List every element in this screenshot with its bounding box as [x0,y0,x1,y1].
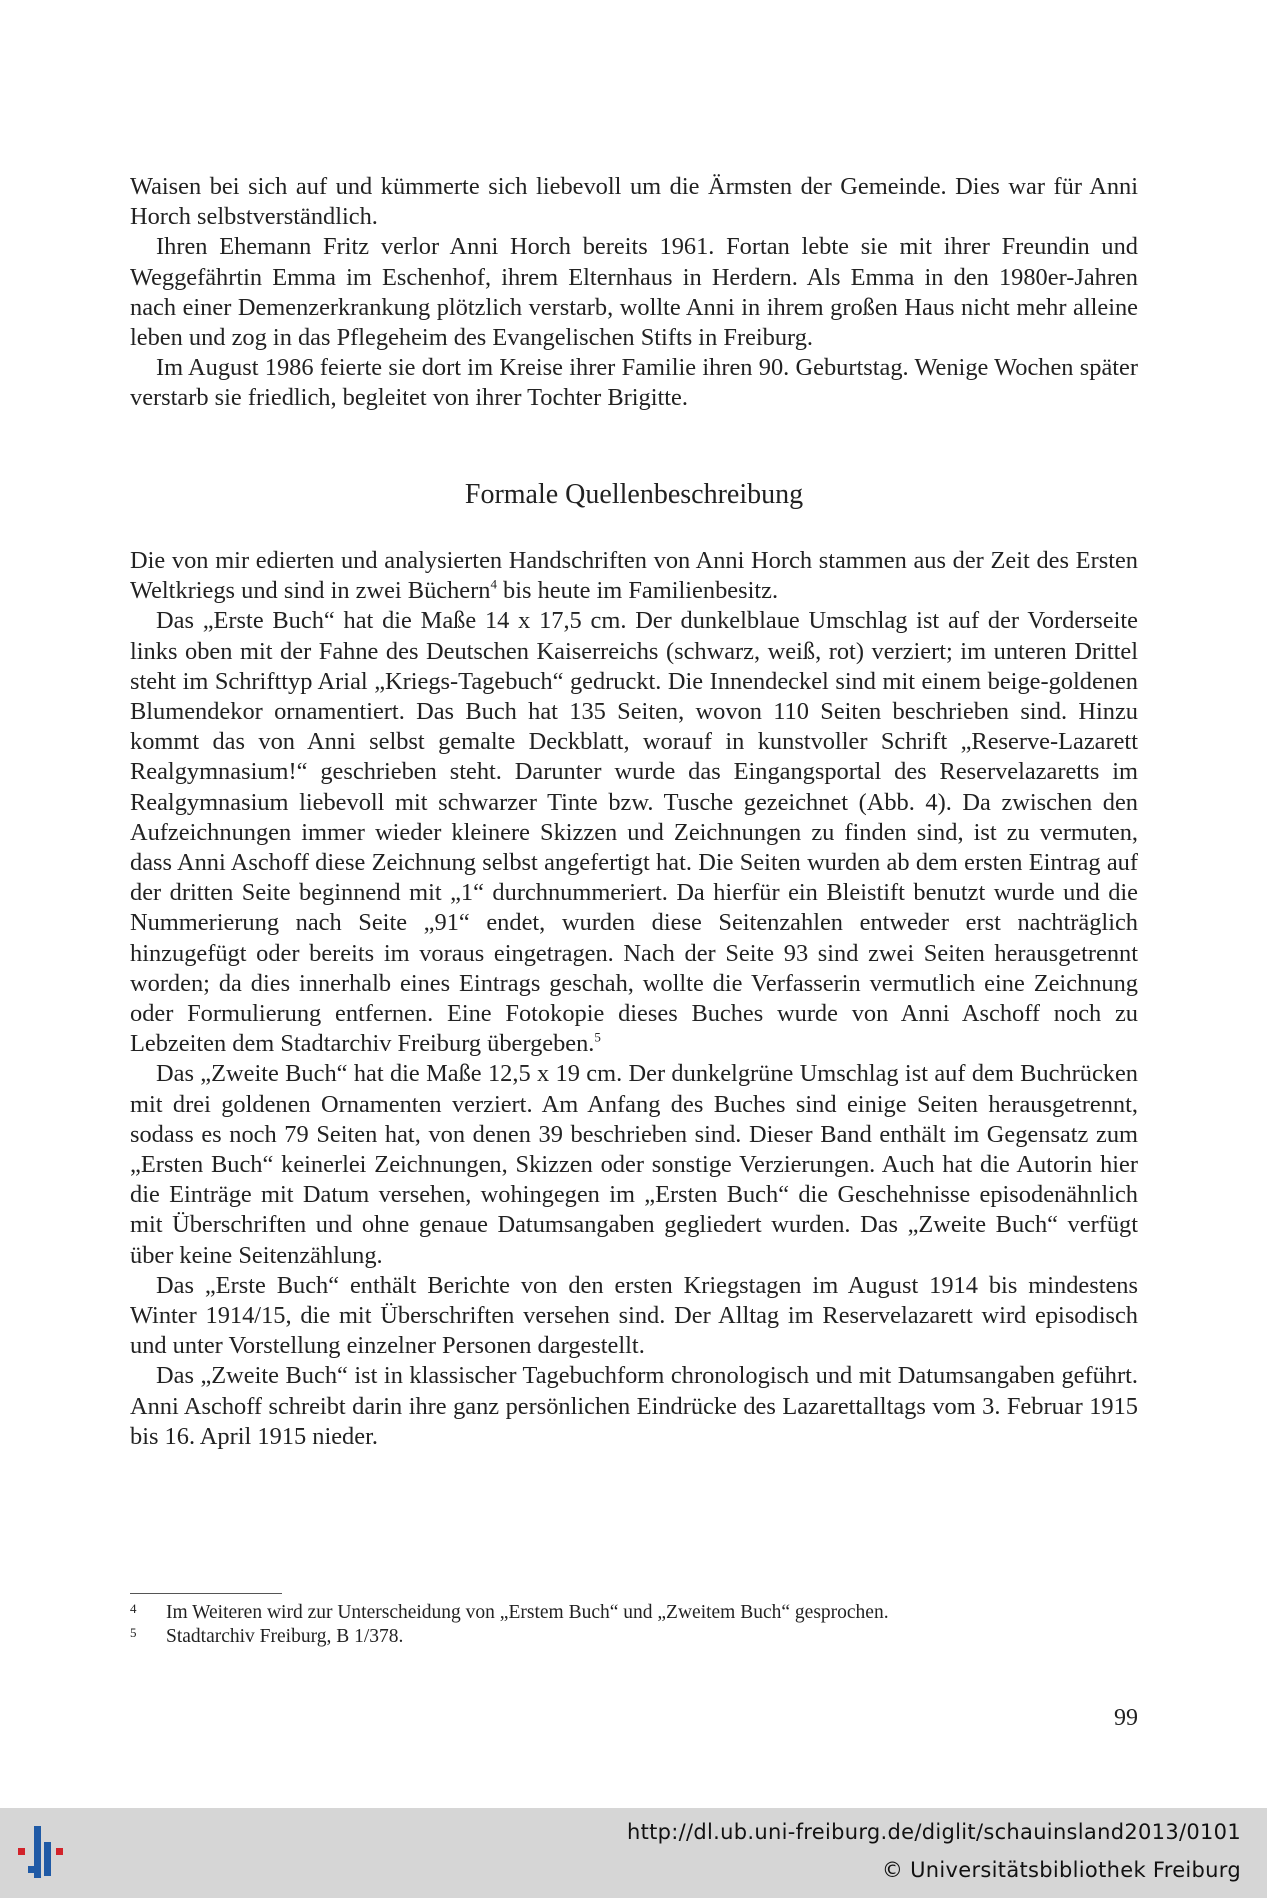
footnote-ref[interactable]: 4 [490,576,497,592]
paragraph-text: Das „Erste Buch“ hat die Maße 14 x 17,5 cm. Der dunkelblaue Umschlag ist auf der Vorderseite links oben mit der Fahne des Deutschen Kaiserreichs (schwarz, weiß, rot) verziert; im unteren Drittel steht im Schrifttyp Arial „Kriegs-Tagebuch“ gedruckt. Die Innendeckel sind mit einem beige-goldenen Blumendekor ornamentiert. Das Buch hat 135 Seiten, wovon 110 Seiten beschrieben sind. Hinzu kommt das von Anni selbst gemalte Deckblatt, worauf in kunstvoller Schrift „Reserve-Lazarett Realgymnasium!“ geschrieben steht. Darunter wurde das Eingangsportal des Reservelazaretts im Realgymnasium liebevoll mit schwarzer Tinte bzw. Tusche gezeichnet (Abb. 4). Da zwischen den Aufzeichnungen immer wieder kleinere Skizzen und Zeichnungen zu finden sind, ist zu vermuten, dass Anni Aschoff diese Zeichnung selbst angefertigt hat. Die Seiten wurden ab dem ersten Eintrag auf der dritten Seite beginnend mit „1“ durchnummeriert. Da hierfür ein Bleistift benutzt wurde und die Nummerierung nach Seite „91“ endet, wurden diese Seitenzahlen entweder erst nachträglich hinzugefügt oder bereits im voraus eingetragen. Nach der Seite 93 sind zwei Seiten herausgetrennt worden; da dies innerhalb eines Eintrags geschah, wollte die Verfasserin vermutlich eine Zeichnung oder Formulierung entfernen. Eine Fotokopie dieses Buches wurde von Anni Aschoff noch zu Lebzeiten dem Stadtarchiv Freiburg übergeben. [130,607,1138,1058]
footnote [130,1601,1138,1625]
paragraph: Das „Zweite Buch“ hat die Maße 12,5 x 19 cm. Der dunkelgrüne Umschlag ist auf dem Buchrücken mit drei goldenen Ornamenten verziert. Am Anfang des Buches sind einige Seiten herausgetrennt, sodass es noch 79 Seiten hat, von denen 39 beschrieben sind. Dieser Band enthält im Gegensatz zum „Ersten Buch“ keinerlei Zeichnungen, Skizzen oder sonstige Verzierungen. Auch hat die Autorin hier die Einträge mit Datum versehen, wohingegen im „Ersten Buch“ die Geschehnisse episodenähnlich mit Überschriften und ohne genaue Datumsangaben gegliedert wurden. Das „Zweite Buch“ verfügt über keine Seitenzählung. [130,1060,1138,1269]
paragraph: Das „Zweite Buch“ ist in klassischer Tagebuchform chronologisch und mit Datumsangaben geführt. Anni Aschoff schreibt darin ihre ganz persönlichen Eindrücke des Lazarettalltags vom 3. Februar 1915 bis 16. April 1915 nieder. [130,1362,1138,1450]
paragraph-text: bis heute im Familienbesitz. [496,577,779,605]
ub-freiburg-logo-icon[interactable] [0,1808,80,1898]
footnote-ref[interactable]: 5 [594,1029,601,1045]
paragraph [130,546,1138,606]
paragraph: Das „Erste Buch“ enthält Berichte von den ersten Kriegstagen im August 1914 bis mindestens Winter 1914/15, die mit Überschriften versehen sind. Der Alltag im Reservelazarett wird episodisch und unter Vorstellung einzelner Personen dargestellt. [130,1271,1138,1360]
footnotes [130,1601,1138,1649]
page-number: 99 [1114,1705,1138,1731]
source-url-link[interactable]: http://dl.ub.uni-freiburg.de/diglit/schauinsland2013/0101 [626,1820,1241,1844]
source-url[interactable] [627,1820,1241,1844]
footnote-number: 4 [130,1601,137,1616]
intro-text-block [130,172,1138,414]
copyright-notice: © Universitätsbibliothek Freiburg [881,1858,1241,1882]
paragraph: Ihren Ehemann Fritz verlor Anni Horch bereits 1961. Fortan lebte sie mit ihrer Freundin und Weggefährtin Emma im Eschenhof, ihrem Elternhaus in Herdern. Als Emma in den 1980er-Jahren nach einer Demenzerkrankung plötzlich verstarb, wollte Anni in ihrem großen Haus nicht mehr alleine leben und zog in das Pflegeheim des Evangelischen Stifts in Freiburg. [130,233,1138,352]
footnote [130,1625,1138,1649]
footnote-text: Im Weiteren wird zur Unterscheidung von „Erstem Buch“ und „Zweitem Buch“ gesprochen. [166,1602,889,1623]
footnote-number: 5 [130,1625,137,1640]
paragraph: Waisen bei sich auf und kümmerte sich liebevoll um die Ärmsten der Gemeinde. Dies war für Anni Horch selbstverständlich. [130,173,1138,231]
section-heading: Formale Quellenbeschreibung [464,479,804,510]
footnote-divider [130,1593,282,1594]
footnote-text: Stadtarchiv Freiburg, B 1/378. [166,1626,404,1647]
section-text-block [130,546,1138,1452]
paragraph: Im August 1986 feierte sie dort im Kreise ihrer Familie ihren 90. Geburtstag. Wenige Wochen später verstarb sie friedlich, begleitet von ihrer Tochter Brigitte. [130,354,1138,412]
paragraph [130,606,1138,1059]
footer-bar [0,1808,1267,1898]
paragraph-text: Die von mir edierten und analysierten Handschriften von Anni Horch stammen aus der Zeit des Ersten Weltkriegs und sind in zwei Büchern [130,547,1138,605]
